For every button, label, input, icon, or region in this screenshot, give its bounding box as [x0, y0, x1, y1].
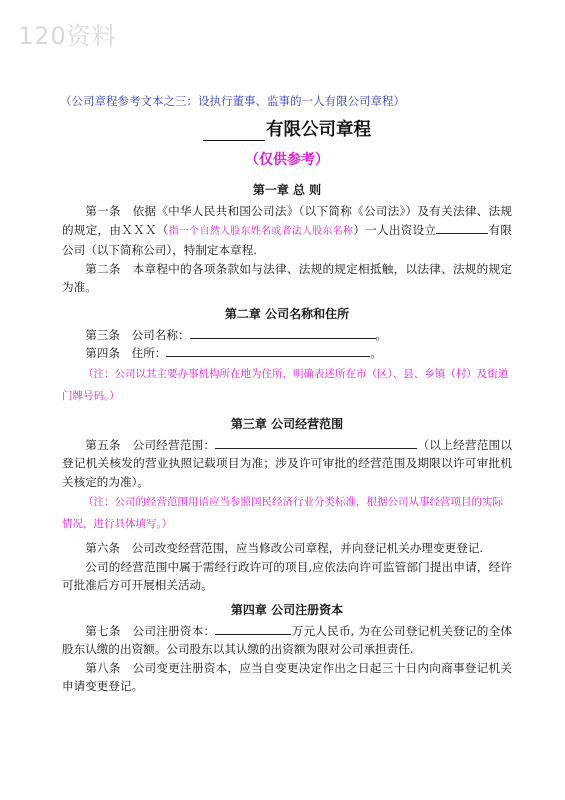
article-7 — [62, 622, 512, 659]
chapter-4-heading: 第四章 公司注册资本 — [230, 602, 344, 617]
article-1-text-b: ）一人出资设立 — [353, 222, 437, 237]
article-1-text-a: 第一条 依据《中华人民共和国公司法》（以下简称《公司法》）及有关法律、法规的规定，由ＸＸＸ（ — [62, 204, 512, 237]
chapter-3-heading: 第三章 公司经营范围 — [230, 416, 344, 431]
article-6: 第六条 公司改变经营范围，应当修改公司章程，并向登记机关办理变更登记. — [85, 541, 484, 555]
chapter-1-heading: 第一章 总 则 — [252, 183, 322, 197]
chapter-3-note: （注：公司的经营范围用语应当参照国民经济行业分类标准，根据公司从事经营项目的实际情况，进行具体填写。） — [62, 496, 503, 530]
title-text: 有限公司章程 — [266, 120, 371, 140]
article-3 — [62, 326, 512, 345]
article-3-label: 第三条 公司名称： — [85, 327, 190, 342]
reference-only-label: （仅供参考） — [245, 152, 329, 168]
business-scope-field[interactable] — [215, 436, 417, 449]
article-5-label: 第五条 公司经营范围： — [85, 437, 216, 452]
intro-note: （公司章程参考文本之三：设执行董事、监事的一人有限公司章程） — [60, 94, 405, 108]
article-2: 第二条 本章程中的各项条款如与法律、法规的规定相抵触，以法律、法规的规定为准。 — [62, 261, 512, 294]
article-4 — [62, 344, 512, 363]
article-4-label: 第四条 住所： — [85, 346, 167, 360]
article-1 — [62, 202, 512, 260]
article-6-paragraph-2: 公司的经营范围中属于需经行政许可的项目,应依法向许可监管部门提出申请，经许可批准后方可开展相关活动。 — [62, 559, 512, 592]
article-7-text: 万元人民币, 为在公司登记机关登记的全体股东认缴的出资额。公司股东以其认缴的出资额为限对公司承担责任. — [62, 623, 512, 656]
company-name-field[interactable] — [190, 326, 376, 339]
article-7-label: 第七条 公司注册资本： — [85, 623, 216, 638]
article-8: 第八条 公司变更注册资本，应当自变更决定作出之日起三十日内向商事登记机关申请变更登记。 — [62, 660, 512, 693]
article-5 — [62, 436, 512, 492]
document-body — [62, 93, 512, 696]
article-1-placeholder-note: 指一个自然人股东姓名或者法人股东名称 — [168, 225, 354, 237]
article-3-period: 。 — [375, 327, 388, 342]
chapter-2-note: （注：公司以其主要办事机构所在地为住所，明确表述所在市（区）、县、乡镇（村）及街道门牌号码。） — [62, 367, 509, 402]
address-field[interactable] — [166, 344, 370, 357]
watermark: 120资料 — [18, 22, 117, 50]
document-title — [62, 116, 512, 141]
chapter-2-heading: 第二章 公司名称和住所 — [224, 306, 350, 321]
article-1-text-c: 有限公司（以下简称公司），特制定本章程. — [62, 222, 512, 257]
article-4-period: 。 — [370, 346, 382, 360]
company-name-blank-2[interactable] — [436, 221, 488, 234]
registered-capital-field[interactable] — [215, 622, 291, 635]
company-name-blank[interactable] — [203, 125, 265, 141]
article-5-text: （以上经营范围以登记机关核发的营业执照记载项目为准；涉及许可审批的经营范围及期限以许可审批机关核定的为准）。 — [62, 437, 512, 489]
